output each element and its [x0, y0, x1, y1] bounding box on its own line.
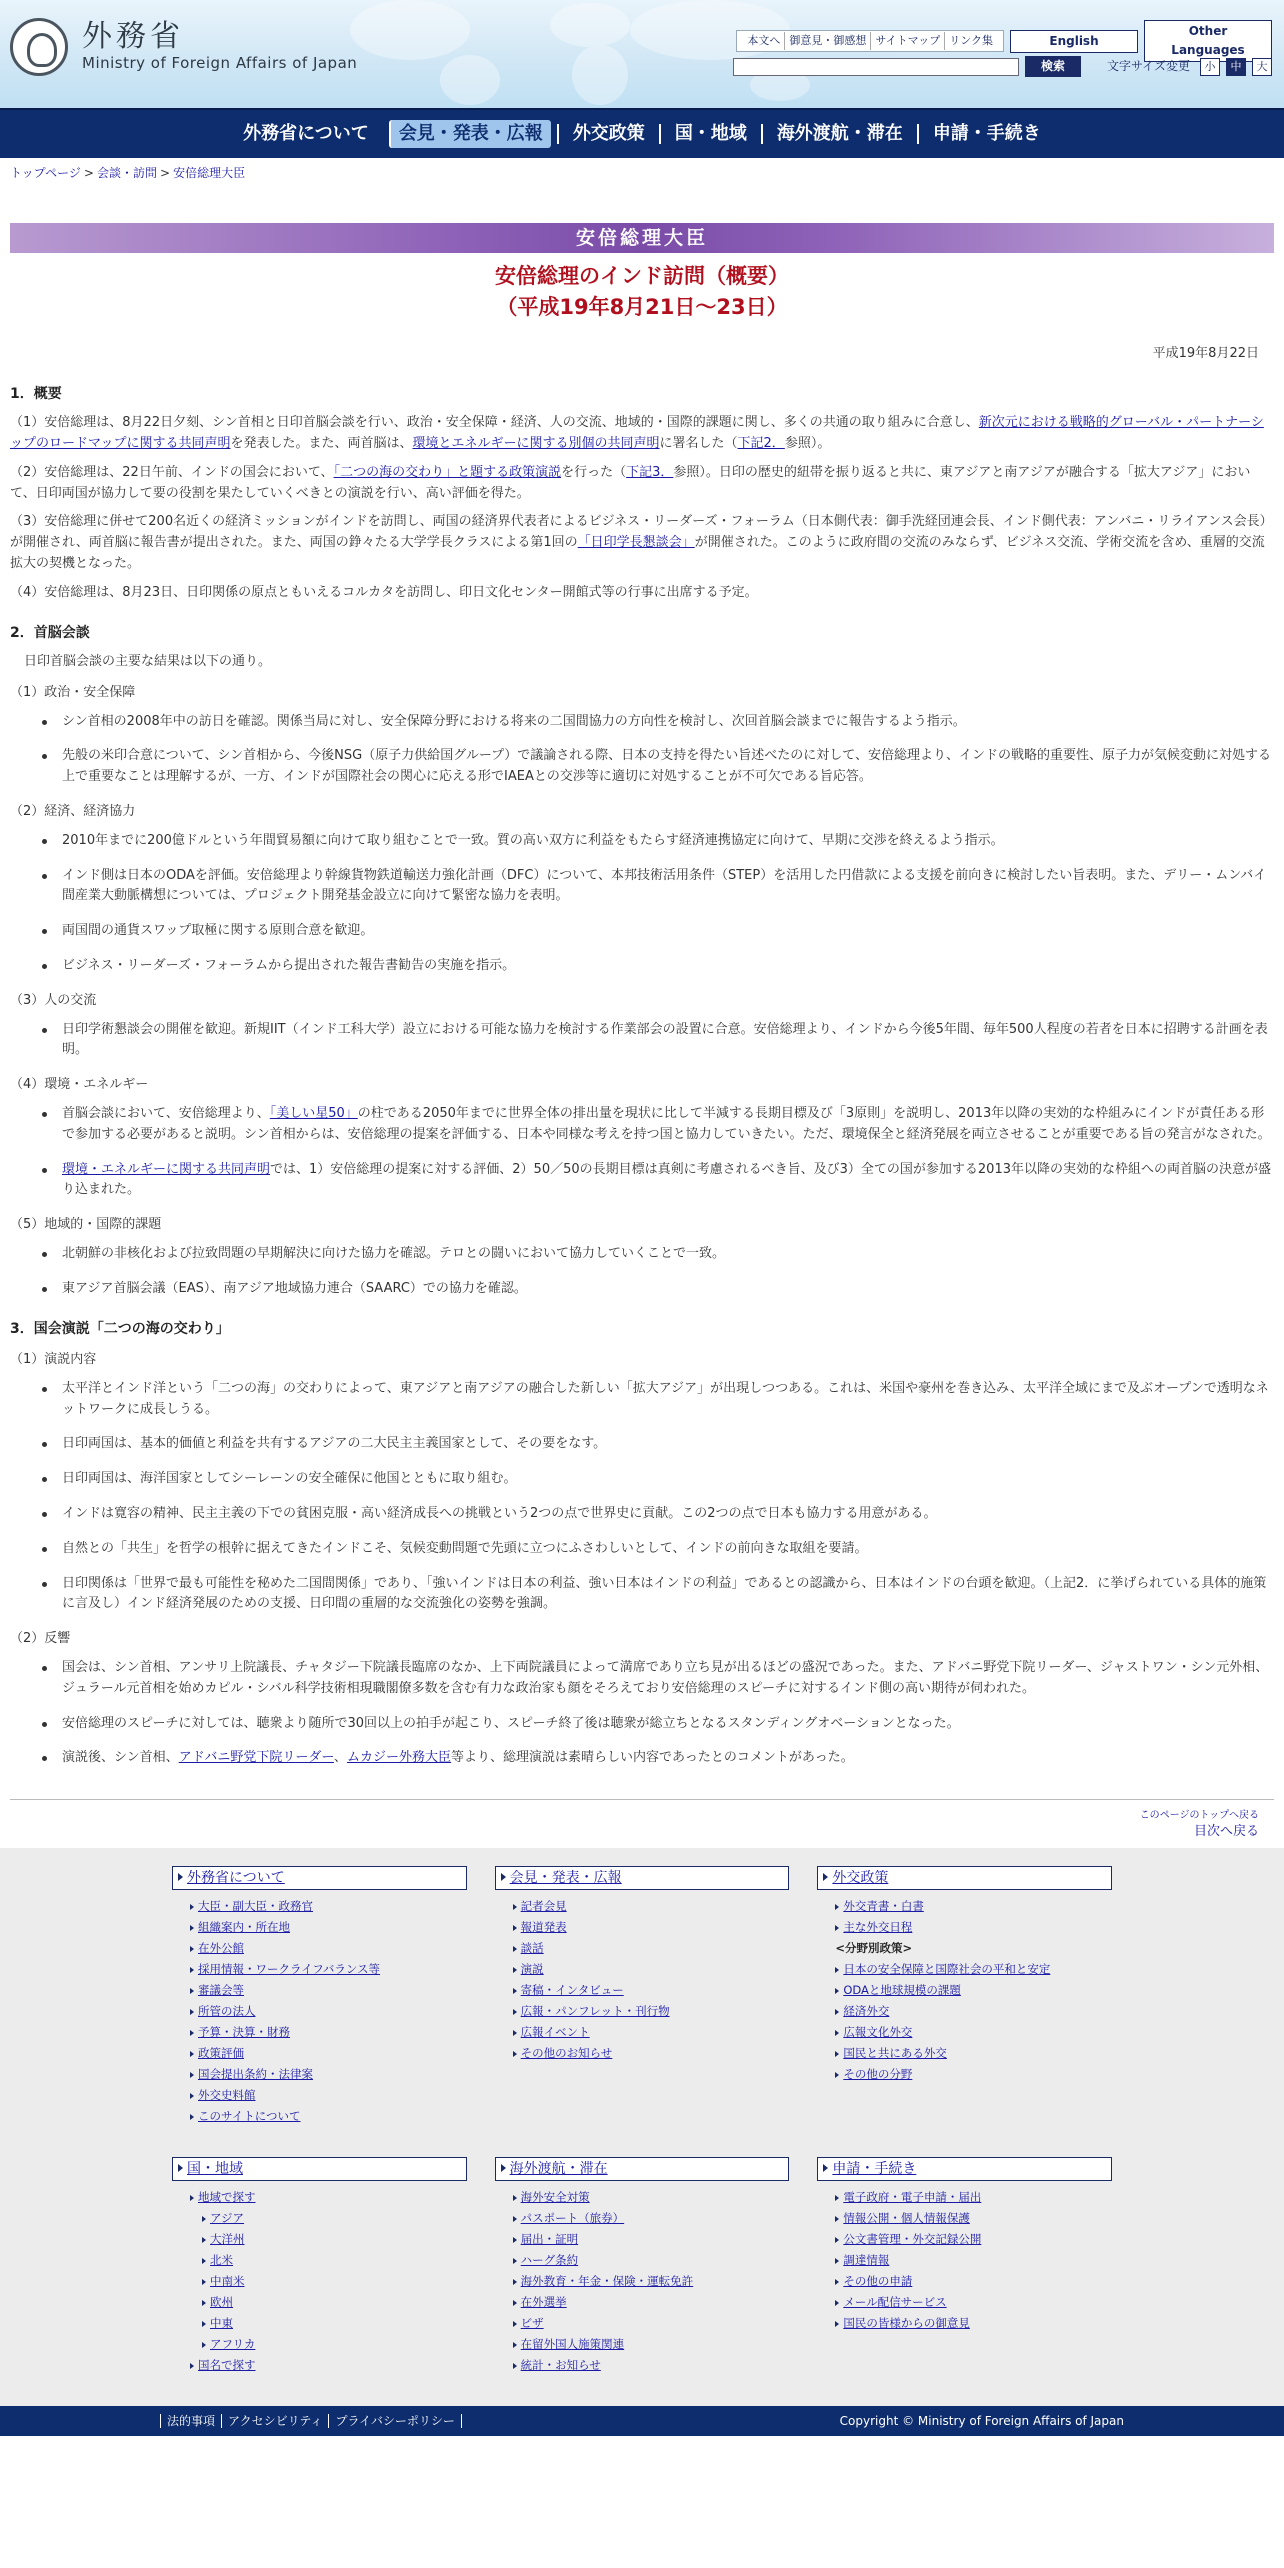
footer-link[interactable]: 談話	[513, 1938, 790, 1959]
mukherjee-link[interactable]: ムカジー外務大臣	[346, 1750, 451, 1766]
footer-link[interactable]: 日本の安全保障と国際社会の平和と安定	[835, 1959, 1112, 1980]
list-item: 首脳会談において、安倍総理より、「美しい星50」の柱である2050年までに世界全体の排出量を現状に比して半減する長期目標及び「3原則」を説明し、2013年以降の実効的な枠組みにインドが責任ある形で参加する必要があると説明。シン首相からは、安倍総理の提案を評価する、日本や同様な考えを持つ国と協力していきたい。ただ、環境保全と経済発展を両立させることが重要である旨の発言がなされた。	[50, 1104, 1274, 1146]
font-size-small-button[interactable]: 小	[1200, 58, 1220, 76]
list-item: 先般の米印合意について、シン首相から、今後NSG（原子力供給国グループ）で議論される際、日本の支持を得たい旨述べたのに対して、安倍総理より、インドの戦略的重要性、原子力が気候変動に対処する上で重要なことは理解するが、一方、インドが国際社会の関心に応える形でIAEAとの交渉等に適切に対処することが不可欠である旨応答。	[50, 746, 1274, 788]
below-3-link[interactable]: 下記3．	[626, 464, 674, 480]
footer-link[interactable]: パスポート（旅券）	[513, 2208, 790, 2229]
footer-column-title[interactable]: 外交政策	[817, 1866, 1112, 1890]
footer-column-title[interactable]: 国・地域	[172, 2157, 467, 2181]
subsection-heading: （4）環境・エネルギー	[10, 1077, 149, 1093]
page-title-line1: 安倍総理のインド訪問（概要）	[495, 264, 789, 289]
list-item: 日印学術懇談会の開催を歓迎。新規IIT（インド工科大学）設立における可能な協力を検討する作業部会の設置に合意。安倍総理より、インドから今後5年間、毎年500人程度の若者を日本に招聘する計画を表明。	[50, 1020, 1274, 1062]
util-link-feedback[interactable]: 御意見・御感想	[785, 32, 871, 50]
subsection-heading: （2）経済、経済協力	[10, 804, 136, 819]
utility-links	[736, 30, 1004, 52]
footer-link[interactable]: このサイトについて	[190, 2106, 467, 2127]
category-band: 安倍総理大臣	[10, 223, 1274, 253]
footer-link[interactable]: 海外安全対策	[513, 2187, 790, 2208]
font-size-label: 文字サイズ変更	[1106, 59, 1190, 73]
footer-link[interactable]: ハーグ条約	[513, 2250, 790, 2271]
footer-link[interactable]: 公文書管理・外交記録公開	[835, 2229, 1112, 2250]
font-size-large-button[interactable]: 大	[1252, 58, 1272, 76]
gnav-about[interactable]: 外務省について	[243, 123, 369, 144]
page-top-link[interactable]: このページのトップへ戻る	[1139, 1810, 1259, 1822]
search-input[interactable]	[733, 58, 1019, 76]
list-item: 環境・エネルギーに関する共同声明では、1）安倍総理の提案に対する評価、2）50／50の長期目標は真剣に考慮されるべき旨、及び3）全ての国が参加する2013年以降の実効的な枠組への両首脳の決意が盛り込まれた。	[50, 1160, 1274, 1202]
footer-column	[817, 1866, 1112, 2127]
copyright: Copyright © Ministry of Foreign Affairs of Japan	[839, 2413, 1124, 2428]
beautiful-star-50-link[interactable]: 「美しい星50」	[269, 1105, 358, 1121]
footer-column-title[interactable]: 申請・手続き	[817, 2157, 1112, 2181]
list-item: 北朝鮮の非核化および拉致問題の早期解決に向けた協力を確認。テロとの闘いにおいて協力していくことで一致。	[50, 1244, 1274, 1265]
ministry-seal-icon	[10, 18, 68, 76]
advani-link[interactable]: アドバニ野党下院リーダー	[178, 1750, 334, 1766]
util-link-links[interactable]: リンク集	[949, 34, 993, 48]
footer-subheading: <分野別政策>	[835, 1941, 913, 1956]
list-item: 太平洋とインド洋という「二つの海」の交わりによって、東アジアと南アジアの融合した新しい「拡大アジア」が出現しつつある。これは、米国や豪州を巻き込み、太平洋全域にまで及ぶオープンで透明なネットワークに成長しうる。	[50, 1379, 1274, 1421]
footer-link-legal[interactable]: 法的事項	[160, 2414, 221, 2428]
list-item: 自然との「共生」を哲学の根幹に据えてきたインドこそ、気候変動問題で先頭に立つにふさわしいとして、インドの前向きな取組を要請。	[50, 1539, 1274, 1560]
list-item: ビジネス・リーダーズ・フォーラムから提出された報告書勧告の実施を指示。	[50, 956, 1274, 977]
list-item: 演説後、シン首相、アドバニ野党下院リーダー、ムカジー外務大臣等より、総理演説は素晴らしい内容であったとのコメントがあった。	[50, 1748, 1274, 1769]
environment-joint-statement-link[interactable]: 環境とエネルギーに関する別個の共同声明	[412, 436, 660, 452]
footer-link[interactable]: その他の分野	[835, 2064, 1112, 2085]
section-heading: 1．概要	[10, 385, 62, 402]
logo-japanese: 外務省	[82, 19, 184, 54]
list-item: インドは寛容の精神、民主主義の下での貧困克服・高い経済成長への挑戦という2つの点で世界史に貢献。この2つの点で日本も協力する用意がある。	[50, 1504, 1274, 1525]
policy-speech-link[interactable]: 「二つの海の交わり」と題する政策演説	[333, 464, 562, 480]
footer-column-title[interactable]: 外務省について	[172, 1866, 467, 1890]
footer-bar	[0, 2406, 1284, 2436]
footer-column-title[interactable]: 海外渡航・滞在	[495, 2157, 790, 2181]
subsection-heading: （3）人の交流	[10, 992, 97, 1008]
footer-link[interactable]: 所管の法人	[190, 2001, 467, 2022]
footer-link[interactable]: 欧州	[202, 2292, 467, 2313]
roadmap-joint-statement-link[interactable]: 新次元における戦略的グローバル・パートナーシップのロードマップに関する共同声明	[10, 415, 1264, 452]
footer-link[interactable]: ビザ	[513, 2313, 790, 2334]
footer-column	[817, 2157, 1112, 2376]
paragraph: （1）安倍総理は、8月22日夕刻、シン首相と日印首脳会談を行い、政治・安全保障・経済、人の交流、地域的・国際的課題に関し、多くの共通の取り組みに合意し、新次元における戦略的グローバル・パートナーシップのロードマップに関する共同声明を発表した。また、両首脳は、環境とエネルギーに関する別個の共同声明に署名した（下記2．参照）。	[10, 415, 1264, 452]
university-presidents-link[interactable]: 「日印学長懇談会」	[577, 535, 695, 551]
footer-link[interactable]: 海外教育・年金・保険・運転免許	[513, 2271, 790, 2292]
gnav-policy[interactable]: 外交政策	[557, 124, 659, 144]
search-button[interactable]: 検索	[1025, 56, 1081, 77]
footer-link[interactable]: 経済外交	[835, 2001, 1112, 2022]
breadcrumb-top[interactable]: トップページ	[10, 166, 81, 180]
page-title-line2: （平成19年8月21日～23日）	[496, 294, 788, 319]
footer-column	[495, 1866, 790, 2127]
gnav-press[interactable]: 会見・発表・広報	[389, 120, 551, 148]
paragraph: （4）安倍総理は、8月23日、日印関係の原点ともいえるコルカタを訪問し、印日文化センター開館式等の行事に出席する予定。	[10, 584, 758, 600]
footer-link[interactable]: 広報文化外交	[835, 2022, 1112, 2043]
section-heading: 2．首脳会談	[10, 624, 90, 641]
breadcrumb: トップページ > 会談・訪問 > 安倍総理大臣	[10, 166, 246, 180]
main-content	[0, 383, 1284, 1769]
footer-link[interactable]: 調達情報	[835, 2250, 1112, 2271]
footer-link[interactable]: ODAと地球規模の課題	[835, 1980, 1112, 2001]
footer-link[interactable]: 在外公館	[190, 1938, 467, 1959]
footer-link[interactable]: その他のお知らせ	[513, 2043, 790, 2064]
publish-date: 平成19年8月22日	[1152, 346, 1259, 362]
list-item: 2010年までに200億ドルという年間貿易額に向けて取り組むことで一致。質の高い双方に利益をもたらす経済連携協定に向けて、早期に交渉を終えるよう指示。	[50, 831, 1274, 852]
paragraph: 日印首脳会談の主要な結果は以下の通り。	[24, 654, 272, 670]
footer-link[interactable]: 国会提出条約・法律案	[190, 2064, 467, 2085]
footer-link[interactable]: 電子政府・電子申請・届出	[835, 2187, 1112, 2208]
footer-link[interactable]: 在外選挙	[513, 2292, 790, 2313]
footer-column	[172, 2157, 467, 2376]
footer-link[interactable]: 組織案内・所在地	[190, 1917, 467, 1938]
footer-link[interactable]: 大臣・副大臣・政務官	[190, 1896, 467, 1917]
site-header	[0, 0, 1284, 108]
footer-link[interactable]: 中東	[202, 2313, 467, 2334]
gnav-procedures[interactable]: 申請・手続き	[917, 124, 1055, 144]
page-title	[0, 261, 1284, 322]
footer-link[interactable]: 寄稿・インタビュー	[513, 1980, 790, 2001]
breadcrumb-pm[interactable]: 安倍総理大臣	[173, 166, 246, 180]
footer-link[interactable]: メール配信サービス	[835, 2292, 1112, 2313]
list-item: 両国間の通貨スワップ取極に関する原則合意を歓迎。	[50, 921, 1274, 942]
subsection-heading: （2）反響	[10, 1631, 71, 1647]
list-item: 日印両国は、基本的価値と利益を共有するアジアの二大民主主義国家として、その要をなす。	[50, 1434, 1274, 1455]
list-item: 国会は、シン首相、アンサリ上院議長、チャタジー下院議長臨席のなか、上下両院議員によって満席であり立ち見が出るほどの盛況であった。また、アドバニ野党下院リーダー、ジャストワン・シン元外相、ジュラール元首相を始めカピル・シバル科学技術相現職閣僚多数を含む有力な政治家も顔をそろえており安倍総理のスピーチに対するインド側の高い期待が伺われた。	[50, 1658, 1274, 1700]
gnav-travel[interactable]: 海外渡航・滞在	[761, 124, 917, 144]
back-to-index-link[interactable]: 目次へ戻る	[1193, 1824, 1259, 1840]
footer-link[interactable]: 外交青書・白書	[835, 1896, 1112, 1917]
footer-link[interactable]: その他の申請	[835, 2271, 1112, 2292]
footer-link[interactable]: 北米	[202, 2250, 467, 2271]
subsection-heading: （1）政治・安全保障	[10, 684, 136, 700]
util-link-main-content[interactable]: 本文へ	[743, 32, 785, 50]
search-row	[733, 56, 1272, 77]
list-item: 安倍総理のスピーチに対しては、聴衆より随所で30回以上の拍手が起こり、スピーチ終了後は聴衆が総立ちとなるスタンディングオベーションとなった。	[50, 1714, 1274, 1735]
footer-link[interactable]: アフリカ	[202, 2334, 467, 2355]
paragraph: （3）安倍総理に併せて200名近くの経済ミッションがインドを訪問し、両国の経済界代表者によるビジネス・リーダーズ・フォーラム（日本側代表：御手洗経団連会長、インド側代表：アンバニ・リライアンス会長）が開催され、両首脳に報告書が提出された。また、両国の錚々たる大学学長クラスによる第1回の「日印学長懇談会」が開催された。このように政府間の交流のみならず、ビジネス交流、学術交流を含め、重層的交流拡大の契機となった。	[10, 514, 1273, 572]
footer-link[interactable]: 報道発表	[513, 1917, 790, 1938]
footer-link[interactable]: アジア	[202, 2208, 467, 2229]
site-logo[interactable]	[10, 18, 357, 76]
other-languages-button[interactable]: Other Languages	[1144, 20, 1272, 62]
footer-link[interactable]: 中南米	[202, 2271, 467, 2292]
list-item: 日印両国は、海洋国家としてシーレーンの安全確保に他国とともに取り組む。	[50, 1469, 1274, 1490]
footer-column-title[interactable]: 会見・発表・広報	[495, 1866, 790, 1890]
paragraph: （2）安倍総理は、22日午前、インドの国会において、「二つの海の交わり」と題する政策演説を行った（下記3．参照）。日印の歴史的紐帯を振り返ると共に、東アジアと南アジアが融合する「拡大アジア」において、日印両国が協力して要の役割を果たしていくべきとの演説を行い、高い評価を得た。	[10, 464, 1251, 501]
footer-link[interactable]: 予算・決算・財務	[190, 2022, 467, 2043]
footer-link[interactable]: 記者会見	[513, 1896, 790, 1917]
footer-link[interactable]: 国民と共にある外交	[835, 2043, 1112, 2064]
footer-link[interactable]: 採用情報・ワークライフバランス等	[190, 1959, 467, 1980]
global-nav	[0, 108, 1284, 158]
footer-link-accessibility[interactable]: アクセシビリティ	[221, 2414, 328, 2428]
page-top-area	[10, 1799, 1274, 1840]
footer-link[interactable]: 広報・パンフレット・刊行物	[513, 2001, 790, 2022]
footer-link[interactable]: 外交史料館	[190, 2085, 467, 2106]
list-item: インド側は日本のODAを評価。安倍総理より幹線貨物鉄道輸送力強化計画（DFC）について、本邦技術活用条件（STEP）を活用した円借款による支援を前向きに検討したい旨表明。また、デリー・ムンバイ間産業大動脈構想については、プロジェクト開発基金設立に向けて緊密な協力を表明。	[50, 866, 1274, 908]
footer-link[interactable]: 統計・お知らせ	[513, 2355, 790, 2376]
footer-link[interactable]: 審議会等	[190, 1980, 467, 2001]
footer-link-privacy[interactable]: プライバシーポリシー	[328, 2414, 461, 2428]
footer-link[interactable]: 広報イベント	[513, 2022, 790, 2043]
breadcrumb-visits[interactable]: 会談・訪問	[96, 166, 157, 180]
environment-energy-statement-link[interactable]: 環境・エネルギーに関する共同声明	[62, 1161, 271, 1177]
list-item: シン首相の2008年中の訪日を確認。関係当局に対し、安全保障分野における将来の二国間協力の方向性を検討し、次回首脳会談までに報告するよう指示。	[50, 712, 1274, 733]
footer-nav	[0, 1848, 1284, 2407]
footer-link[interactable]: 国名で探す	[190, 2355, 467, 2376]
list-item: 日印関係は「世界で最も可能性を秘めた二国間関係」であり、「強いインドは日本の利益、強い日本はインドの利益」であるとの認識から、日本はインドの台頭を歓迎。（上記2．に挙げられている具体的施策に言及し）インド経済発展のための支援、日印間の重層的な交流強化の姿勢を強調。	[50, 1574, 1274, 1616]
footer-link[interactable]: 政策評価	[190, 2043, 467, 2064]
footer-link[interactable]: 情報公開・個人情報保護	[835, 2208, 1112, 2229]
footer-column	[495, 2157, 790, 2376]
footer-link[interactable]: 大洋州	[202, 2229, 467, 2250]
footer-link[interactable]: 国民の皆様からの御意見	[835, 2313, 1112, 2334]
logo-english: Ministry of Foreign Affairs of Japan	[82, 54, 358, 72]
footer-link[interactable]: 在留外国人施策関連	[513, 2334, 790, 2355]
footer-link[interactable]: 地域で探す	[190, 2187, 467, 2208]
section-heading: 3．国会演説「二つの海の交わり」	[10, 1320, 230, 1337]
footer-link[interactable]: 届出・証明	[513, 2229, 790, 2250]
subsection-heading: （5）地域的・国際的課題	[10, 1217, 162, 1233]
subsection-heading: （1）演説内容	[10, 1351, 97, 1367]
font-size-medium-button[interactable]: 中	[1226, 58, 1246, 76]
list-item: 東アジア首脳会議（EAS）、南アジア地域協力連合（SAARC）での協力を確認。	[50, 1279, 1274, 1300]
footer-column	[172, 1866, 467, 2127]
footer-link[interactable]: 演説	[513, 1959, 790, 1980]
util-link-sitemap[interactable]: サイトマップ	[871, 32, 945, 50]
gnav-regions[interactable]: 国・地域	[659, 124, 761, 144]
english-button[interactable]: English	[1010, 30, 1138, 53]
footer-link[interactable]: 主な外交日程	[835, 1917, 1112, 1938]
below-2-link[interactable]: 下記2．	[737, 436, 785, 452]
